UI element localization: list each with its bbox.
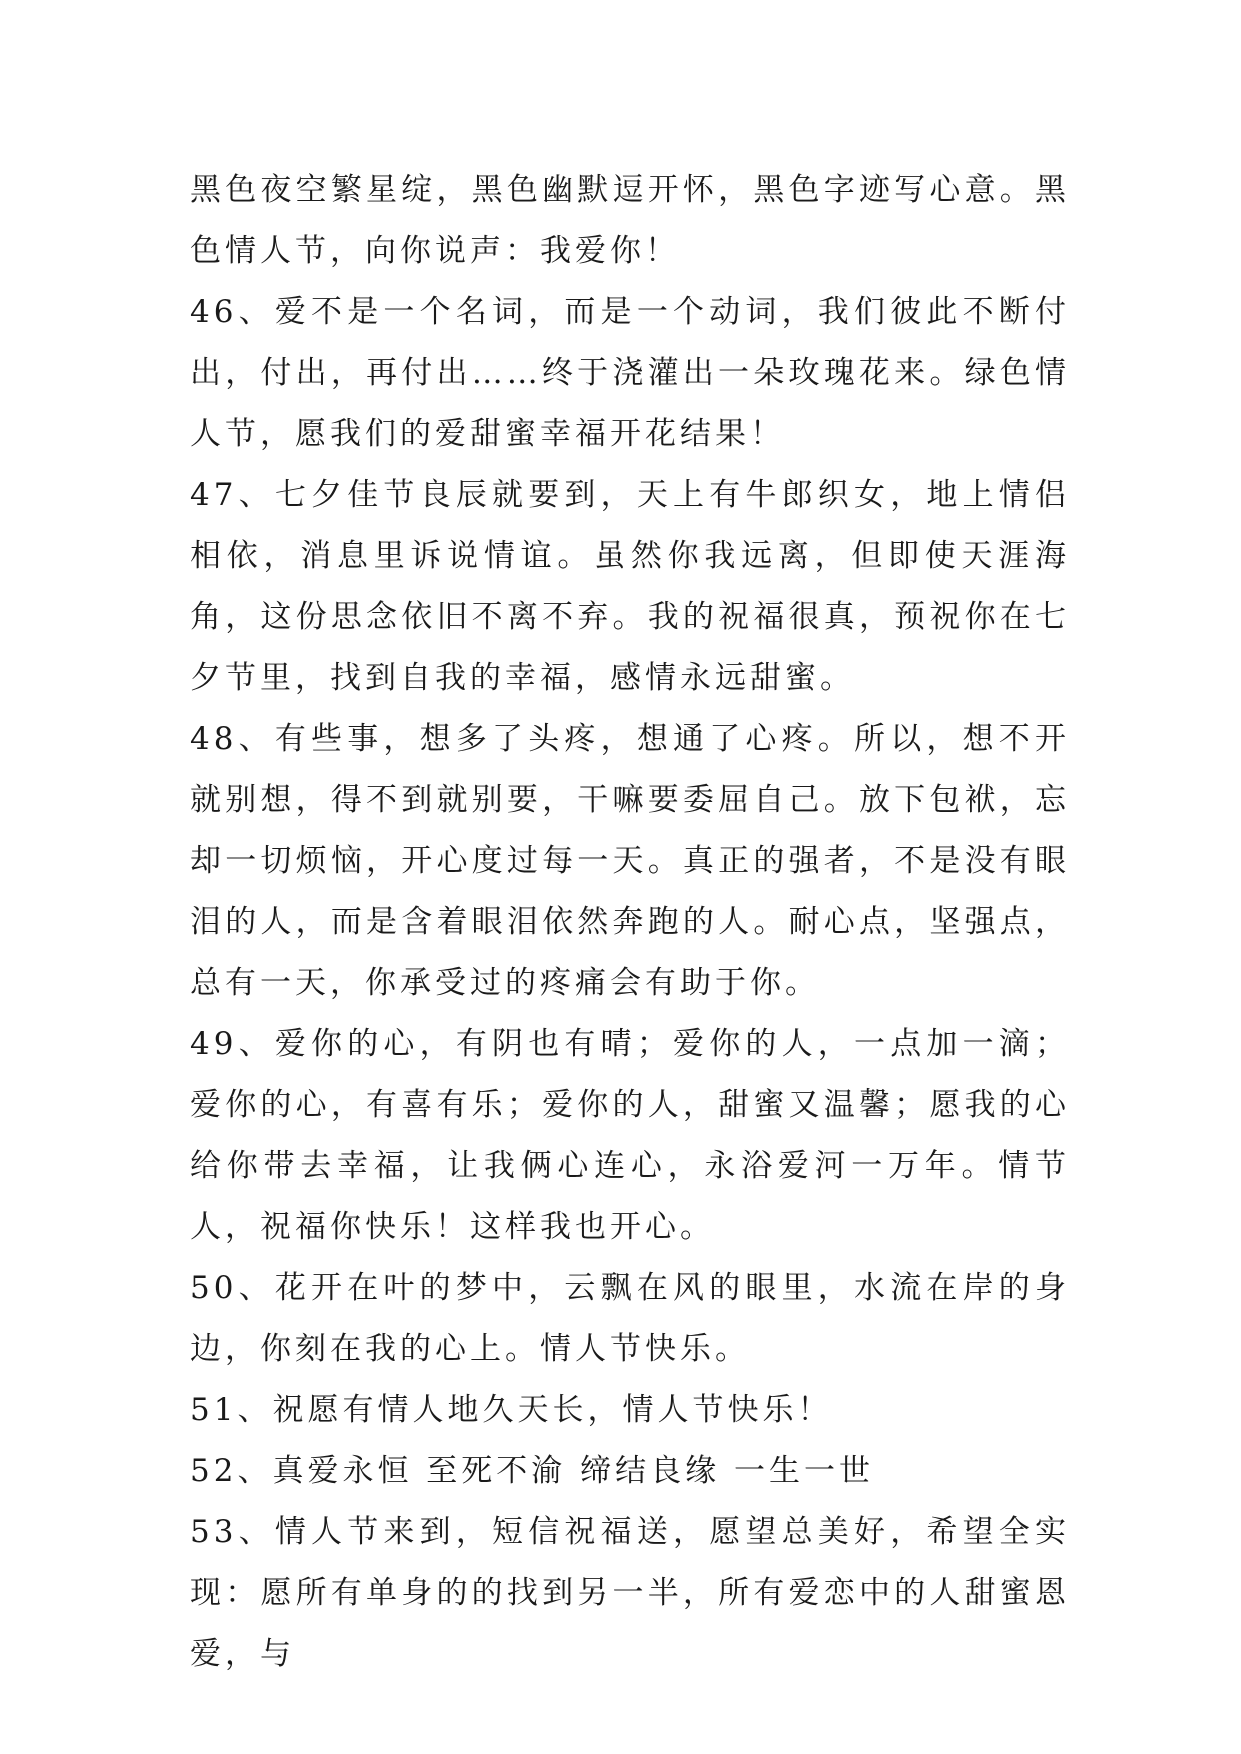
paragraph-47: 47、七夕佳节良辰就要到，天上有牛郎织女，地上情侣相依，消息里诉说情谊。虽然你我远离，但即使天涯海角，这份思念依旧不离不弃。我的祝福很真，预祝你在七夕节里，找到自我的幸福，感情永远甜蜜。 (190, 477, 1070, 696)
paragraph-intro: 黑色夜空繁星绽，黑色幽默逗开怀，黑色字迹写心意。黑色情人节，向你说声：我爱你！ (190, 172, 1070, 269)
paragraph-48: 48、有些事，想多了头疼，想通了心疼。所以，想不开就别想，得不到就别要，干嘛要委屈自己。放下包袱，忘却一切烦恼，开心度过每一天。真正的强者，不是没有眼泪的人，而是含着眼泪依然奔跑的人。耐心点，坚强点，总有一天，你承受过的疼痛会有助于你。 (190, 721, 1070, 1001)
document-body (190, 160, 1070, 1685)
paragraph-49: 49、爱你的心，有阴也有晴；爱你的人，一点加一滴；爱你的心，有喜有乐；爱你的人，甜蜜又温馨；愿我的心给你带去幸福，让我俩心连心，永浴爱河一万年。情节人，祝福你快乐！这样我也开心。 (190, 1026, 1070, 1245)
paragraph-51: 51、祝愿有情人地久天长，情人节快乐！ (190, 1392, 833, 1428)
paragraph-46: 46、爱不是一个名词，而是一个动词，我们彼此不断付出，付出，再付出……终于浇灌出一朵玫瑰花来。绿色情人节，愿我们的爱甜蜜幸福开花结果！ (190, 294, 1070, 452)
paragraph-53: 53、情人节来到，短信祝福送，愿望总美好，希望全实现：愿所有单身的的找到另一半，所有爱恋中的人甜蜜恩爱，与 (190, 1514, 1070, 1672)
paragraph-50: 50、花开在叶的梦中，云飘在风的眼里，水流在岸的身边，你刻在我的心上。情人节快乐。 (190, 1270, 1070, 1367)
paragraph-52: 52、真爱永恒 至死不渝 缔结良缘 一生一世 (190, 1453, 875, 1489)
